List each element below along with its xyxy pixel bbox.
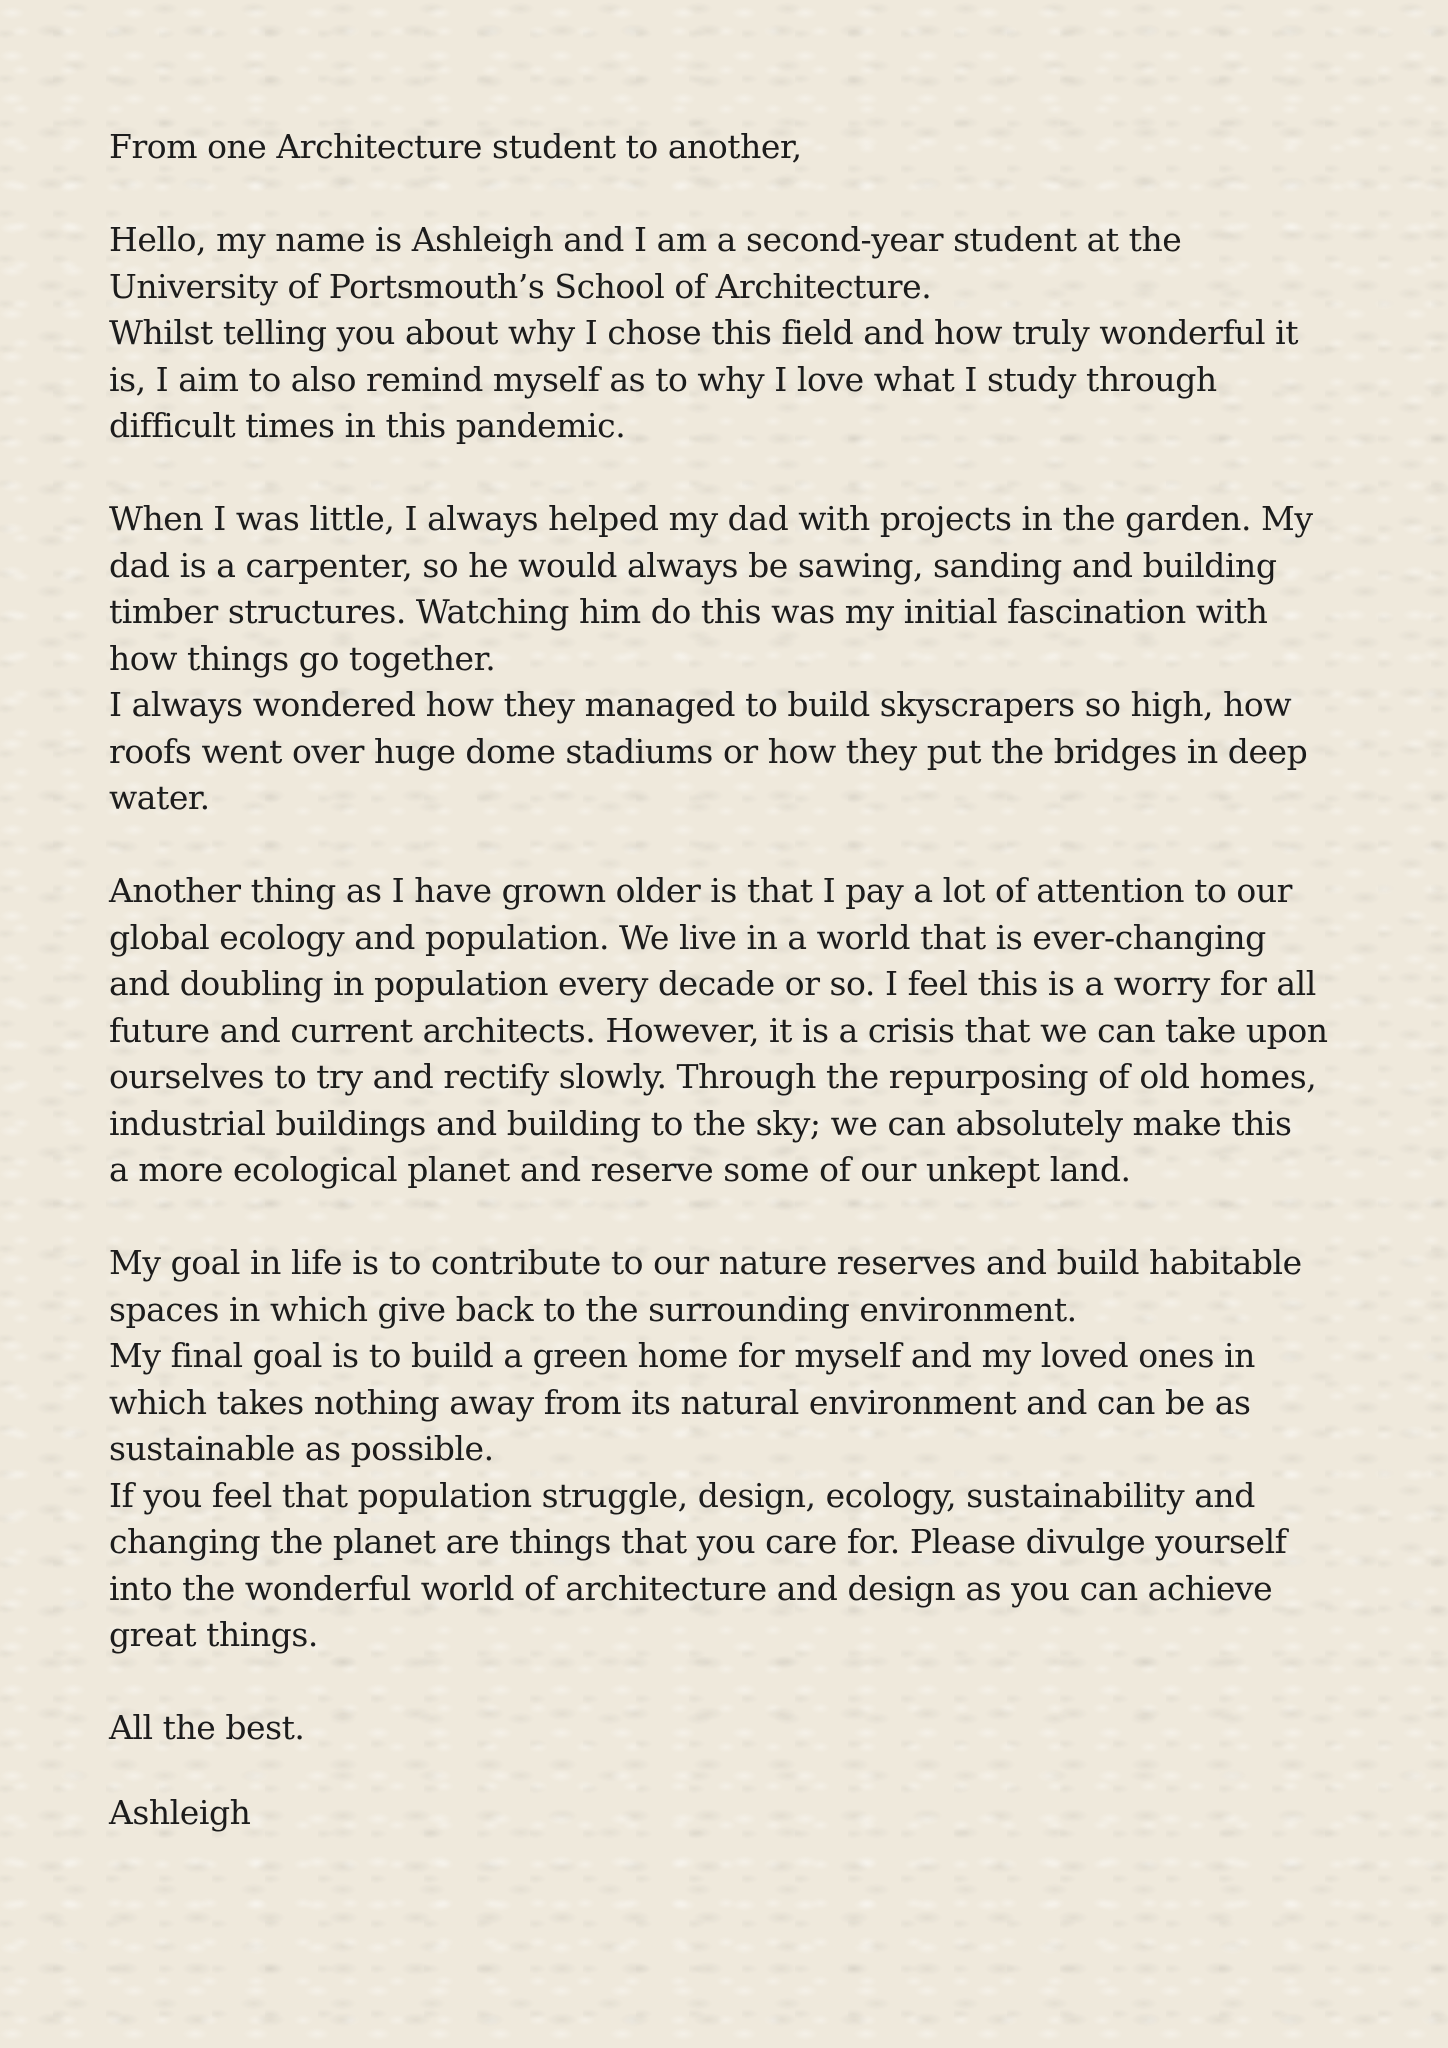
text-line: University of Portsmouth’s School of Architecture. [109, 266, 932, 306]
text-line: From one Architecture student to another, [109, 127, 802, 166]
text-line: dad is a carpenter, so he would always be sawing, sanding and building [109, 545, 1277, 585]
text-line: All the best. [109, 1708, 305, 1747]
letter-greeting [109, 124, 1388, 171]
text-line: and doubling in population every decade or so. I feel this is a worry for all [109, 964, 1316, 1003]
text-line: global ecology and population. We live in a world that is ever-changing [109, 917, 1266, 957]
text-line: I always wondered how they managed to build skyscrapers so high, how [109, 685, 1292, 724]
paragraph-ecology [109, 868, 1388, 1194]
text-line: When I was little, I always helped my dad with projects in the garden. My [109, 499, 1313, 538]
text-line: Hello, my name is Ashleigh and I am a second-year student at the [109, 220, 1182, 259]
text-line: If you feel that population struggle, design, ecology, sustainability and [109, 1475, 1255, 1515]
text-line: a more ecological planet and reserve some of our unkept land. [109, 1150, 1131, 1189]
text-line: My final goal is to build a green home for myself and my loved ones in [109, 1336, 1255, 1375]
letter-signature [109, 1790, 1388, 1837]
text-line: spaces in which give back to the surrounding environment. [109, 1289, 1077, 1329]
text-line: roofs went over huge dome stadiums or how they put the bridges in deep [109, 731, 1308, 771]
letter-closing [109, 1705, 1388, 1752]
text-line: which takes nothing away from its natural environment and can be as [109, 1382, 1251, 1422]
text-line: future and current architects. However, it is a crisis that we can take upon [109, 1010, 1328, 1050]
text-line: Ashleigh [109, 1792, 251, 1832]
paragraph-goals [109, 1240, 1388, 1659]
text-line: into the wonderful world of architecture and design as you can achieve [109, 1568, 1273, 1608]
text-line: how things go together. [109, 638, 496, 678]
paragraph-introduction [109, 217, 1388, 450]
text-line: industrial buildings and building to the sky; we can absolutely make this [109, 1103, 1292, 1143]
text-line: changing the planet are things that you care for. Please divulge yourself [109, 1522, 1287, 1561]
text-line: water. [109, 778, 210, 817]
text-line: Whilst telling you about why I chose this field and how truly wonderful it [109, 313, 1299, 352]
text-line: timber structures. Watching him do this was my initial fascination with [109, 592, 1268, 631]
text-line: ourselves to try and rectify slowly. Through the repurposing of old homes, [109, 1057, 1317, 1096]
text-line: Another thing as I have grown older is that I pay a lot of attention to our [109, 871, 1292, 910]
paragraph-childhood [109, 496, 1388, 822]
text-line: is, I aim to also remind myself as to why I love what I study through [109, 359, 1217, 399]
text-line: great things. [109, 1615, 318, 1654]
text-line: sustainable as possible. [109, 1429, 494, 1468]
text-line: My goal in life is to contribute to our nature reserves and build habitable [109, 1243, 1302, 1282]
text-line: difficult times in this pandemic. [109, 406, 626, 445]
